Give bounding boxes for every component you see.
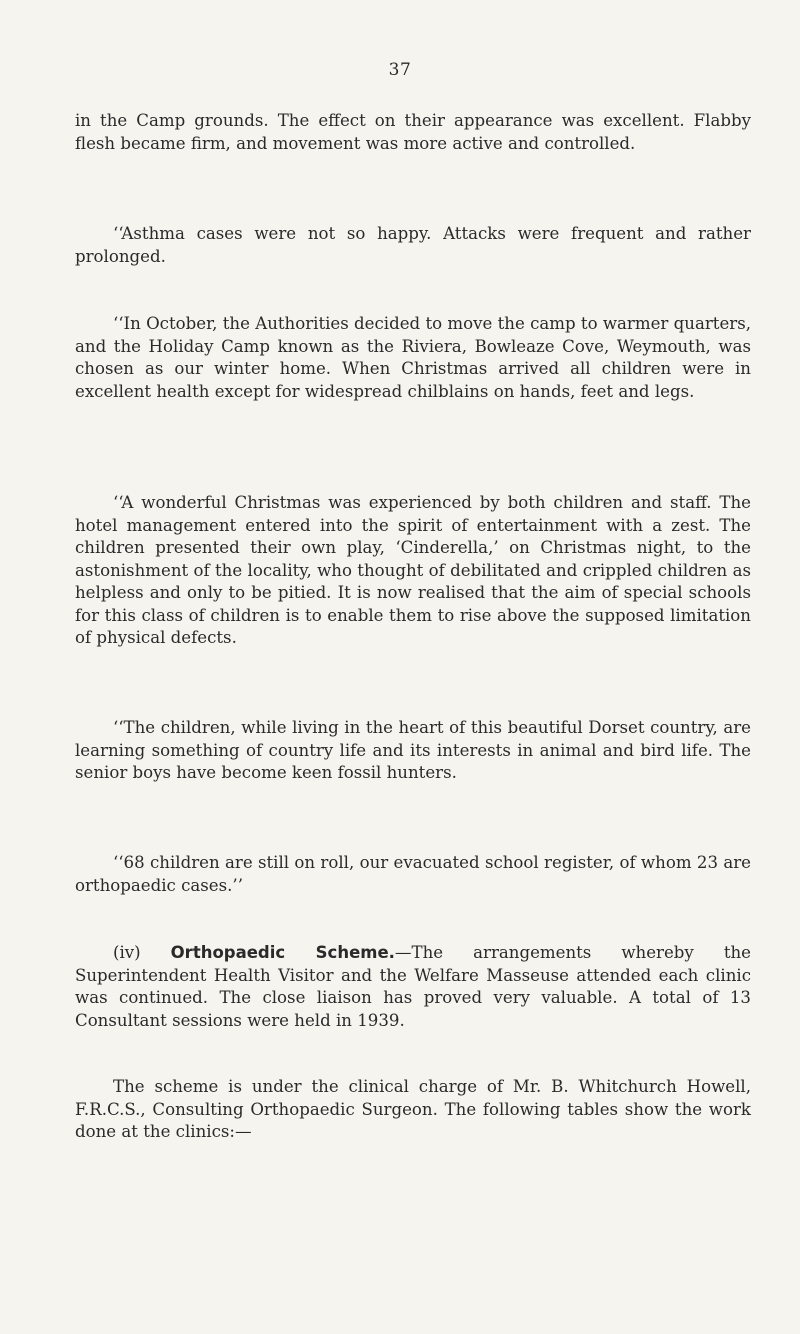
section-text: —The arrangements whereby the Superintendent Health Visitor and the Welfare Masseuse attended each clinic was continued. The close liaison has proved very valuable. A total of 13 Consultant sessions were held in 1939. — [75, 943, 751, 1030]
paragraph-clinical-charge: The scheme is under the clinical charge of Mr. B. Whitchurch Howell, F.R.C.S., Consulting Orthopaedic Surgeon. The following tables show the work done at the clinics:— — [75, 1077, 751, 1141]
paragraph-christmas: ‘‘A wonderful Christmas was experienced by both children and staff. The hotel management entered into the spirit of entertainment with a zest. The children presented their own play, ‘Cinderella,’ on Christmas night, to the astonishment of the locality, who thought of debilitated and crippled children as helpless and only to be pitied. It is now realised that the aim of special schools for this class of children is to enable them to rise above the supposed limitation of physical defects. — [75, 493, 751, 647]
page-number: 37 — [388, 60, 412, 80]
paragraph-dorset-country: ‘‘The children, while living in the heart of this beautiful Dorset country, are learning something of country life and its interests in animal and bird life. The senior boys have become keen fossil hunters. — [75, 718, 751, 782]
paragraph-children-on-roll: ‘‘68 children are still on roll, our evacuated school register, of whom 23 are orthopaedic cases.’’ — [75, 853, 751, 895]
section-number: (iv) — [113, 943, 171, 962]
paragraph-orthopaedic-scheme — [75, 942, 751, 1032]
section-heading: Orthopaedic Scheme. — [170, 943, 395, 962]
paragraph-october-move: ‘‘In October, the Authorities decided to move the camp to warmer quarters, and the Holiday Camp known as the Riviera, Bowleaze Cove, Weymouth, was chosen as our winter home. When Christmas arrived all children were in excellent health except for widespread chilblains on hands, feet and legs. — [75, 314, 751, 401]
paragraph-camp-grounds: in the Camp grounds. The effect on their appearance was excellent. Flabby flesh became firm, and movement was more active and controlled. — [75, 111, 751, 153]
paragraph-asthma-cases: ‘‘Asthma cases were not so happy. Attacks were frequent and rather prolonged. — [75, 224, 751, 266]
